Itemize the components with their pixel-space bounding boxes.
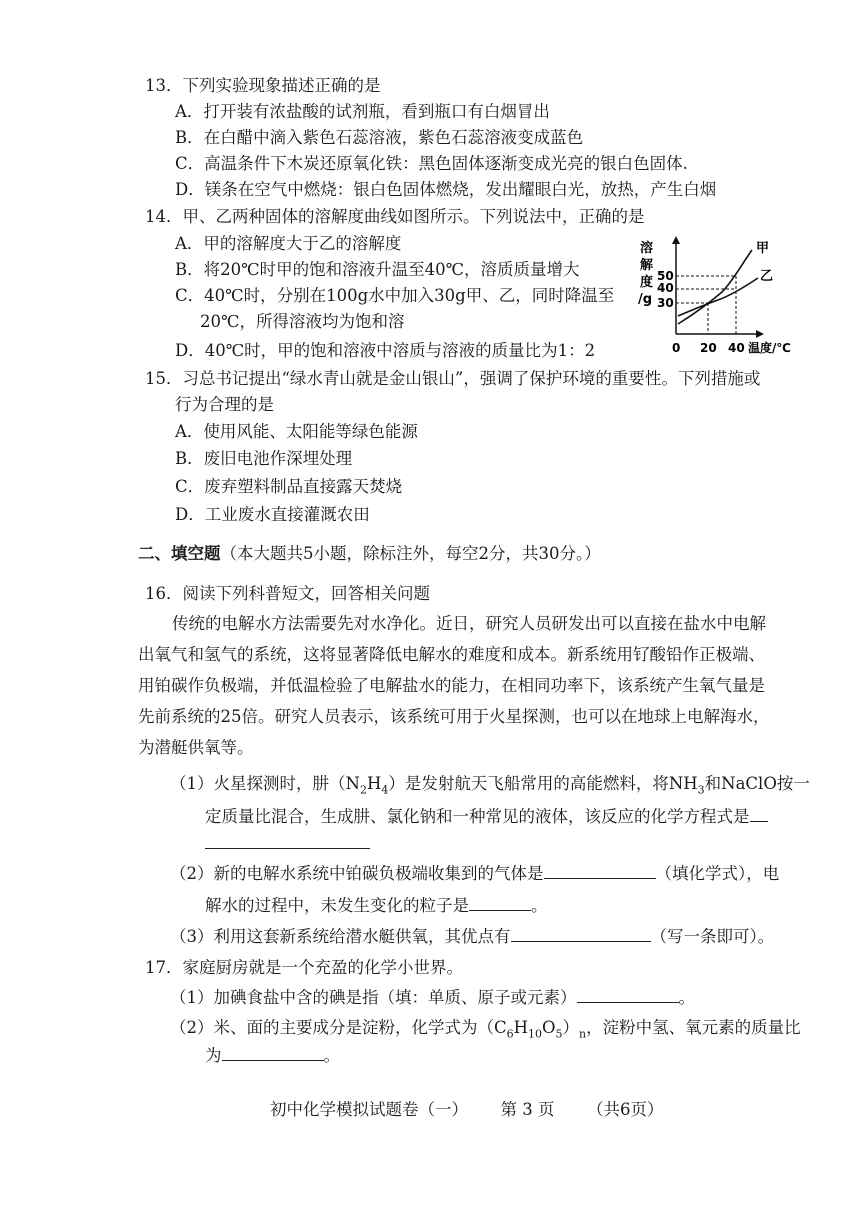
q16-sub1-num: （1） <box>170 774 214 793</box>
page-footer <box>270 1098 664 1122</box>
q16-sub1-text-c: ）是发射航天飞船常用的高能燃料，将NH <box>388 774 698 793</box>
q16-passage-line2: 出氧气和氢气的系统，这将显著降低电解水的难度和成本。新系统用钌酸铅作正极端、 <box>138 645 765 664</box>
q16-sub3-text-a: 利用这套新系统给潜水艇供氧，其优点有 <box>213 927 511 946</box>
sub-n: n <box>579 1027 587 1041</box>
q16-sub1-text-b: H <box>366 774 382 793</box>
q16-passage-line1: 传统的电解水方法需要先对水净化。近日，研究人员研发出可以直接在盐水中电解 <box>172 614 766 633</box>
q16-sub2-line2-b: 。 <box>531 896 548 915</box>
sub-5: 5 <box>555 1027 563 1041</box>
q16-sub3-text-b: （写一条即可）。 <box>650 927 775 946</box>
y-label-char-1: 溶 <box>640 241 654 256</box>
sub-2: 2 <box>359 783 367 797</box>
sub-4: 4 <box>381 783 389 797</box>
section-2-header <box>138 542 601 566</box>
q16-sub3-num: （3） <box>170 927 214 946</box>
q15-stem-line2: 行为合理的是 <box>175 395 274 414</box>
q14-option-d: D．40℃时，甲的饱和溶液中溶质与溶液的质量比为1：2 <box>175 341 596 360</box>
q14-stem: 14．甲、乙两种固体的溶解度曲线如图所示。下列说法中，正确的是 <box>145 207 645 226</box>
q16-sub1-answer-line[interactable] <box>205 848 370 849</box>
q17-sub1-num: （1） <box>170 988 214 1007</box>
y-label-char-2: 解 <box>640 258 654 273</box>
q17-sub1-text-b: 。 <box>678 988 695 1007</box>
q13-option-b: B．在白醋中滴入紫色石蕊溶液，紫色石蕊溶液变成蓝色 <box>175 128 584 147</box>
y-tick-40: 40 <box>657 281 674 295</box>
q17-sub2-h: H <box>513 1018 529 1037</box>
footer-total: （共6页） <box>587 1100 664 1119</box>
q16-sub1-line2 <box>205 805 768 829</box>
q16-sub1-line1 <box>170 772 810 802</box>
x-tick-40: 40 <box>728 341 745 355</box>
q17-sub2-blank[interactable] <box>222 1044 324 1061</box>
q16-sub1-text-d: 和NaClO按一 <box>704 774 810 793</box>
q15-stem-line1: 15．习总书记提出“绿水青山就是金山银山”，强调了保护环境的重要性。下列措施或 <box>145 369 761 388</box>
q16-sub1-line2-text: 定质量比混合，生成肼、氯化钠和一种常见的液体，该反应的化学方程式是 <box>205 807 750 826</box>
y-tick-30: 30 <box>657 296 674 310</box>
q16-sub2-blank-particle[interactable] <box>469 894 531 911</box>
q16-sub1-text-a: 火星探测时，肼（N <box>213 774 360 793</box>
footer-page: 第 3 页 <box>500 1100 555 1119</box>
section-2-note: （本大题共5小题，除标注外，每空2分，共30分。） <box>220 544 601 563</box>
q17-sub1-line <box>170 986 695 1010</box>
q13-option-c: C．高温条件下木炭还原氧化铁：黑色固体逐渐变成光亮的银白色固体. <box>175 154 688 173</box>
q17-sub2-line2 <box>205 1044 340 1068</box>
section-2-title: 二、填空题 <box>138 544 221 563</box>
q17-sub1-blank[interactable] <box>577 986 679 1003</box>
q16-sub2-line1 <box>170 862 779 886</box>
q16-sub3-line <box>170 925 774 949</box>
curve-jia <box>678 250 752 324</box>
y-label-char-4: /g <box>638 292 653 307</box>
sub-10: 10 <box>528 1027 543 1041</box>
sub-6: 6 <box>506 1027 514 1041</box>
q15-option-d: D．工业废水直接灌溉农田 <box>175 505 370 524</box>
q17-sub2-text-c: ，淀粉中氢、氧元素的质量比 <box>586 1018 801 1037</box>
q13-option-d: D．镁条在空气中燃烧：银白色固体燃烧，发出耀眼白光，放热，产生白烟 <box>175 180 717 199</box>
solubility-curve-figure <box>632 232 812 362</box>
y-label-char-3: 度 <box>640 275 654 290</box>
q17-sub2-line1 <box>170 1016 801 1046</box>
q16-sub2-blank-gas[interactable] <box>544 862 656 879</box>
q13-option-a: A．打开装有浓盐酸的试剂瓶，看到瓶口有白烟冒出 <box>175 102 550 121</box>
curve-label-yi: 乙 <box>760 269 774 284</box>
sub-3: 3 <box>697 783 705 797</box>
q16-sub1-blank-a[interactable] <box>750 805 768 822</box>
q16-sub2-num: （2） <box>170 864 214 883</box>
footer-title: 初中化学模拟试题卷（一） <box>270 1100 468 1119</box>
q14-option-c: C．40℃时，分别在100g水中加入30g甲、乙，同时降温至 <box>175 286 615 305</box>
q17-sub2-num: （2） <box>170 1018 214 1037</box>
q13-stem: 13．下列实验现象描述正确的是 <box>145 76 381 95</box>
x-axis-arrow <box>756 330 764 338</box>
q14-option-a: A．甲的溶解度大于乙的溶解度 <box>175 234 402 253</box>
q15-option-b: B．废旧电池作深埋处理 <box>175 449 353 468</box>
q17-sub2-o: O <box>542 1018 556 1037</box>
q15-option-c: C．废弃塑料制品直接露天焚烧 <box>175 477 403 496</box>
x-tick-20: 20 <box>700 341 717 355</box>
q17-sub2-line2-a: 为 <box>205 1046 222 1065</box>
curve-label-jia: 甲 <box>756 241 770 256</box>
q16-sub2-line2-a: 解水的过程中，未发生变化的粒子是 <box>205 896 469 915</box>
q16-sub3-blank[interactable] <box>511 925 651 942</box>
q16-sub2-line2 <box>205 894 548 918</box>
q14-option-c-cont: 20℃，所得溶液均为饱和溶 <box>200 312 405 331</box>
y-axis-arrow <box>672 236 680 244</box>
q17-sub2-text-a: 米、面的主要成分是淀粉，化学式为（C <box>213 1018 507 1037</box>
q15-option-a: A．使用风能、太阳能等绿色能源 <box>175 422 418 441</box>
curve-yi <box>678 278 758 316</box>
q17-sub2-text-b: ） <box>562 1018 580 1037</box>
y-tick-50: 50 <box>657 269 674 283</box>
q16-stem: 16．阅读下列科普短文，回答相关问题 <box>145 584 430 603</box>
q14-option-b: B．将20℃时甲的饱和溶液升温至40℃，溶质质量增大 <box>175 260 580 279</box>
x-tick-0: 0 <box>672 341 681 355</box>
q17-sub1-text-a: 加碘食盐中含的碘是指（填：单质、原子或元素） <box>213 988 577 1007</box>
q16-passage-line5: 为潜艇供氧等。 <box>138 738 254 757</box>
q16-passage-line3: 用铂碳作负极端，并低温检验了电解盐水的能力，在相同功率下，该系统产生氧气量是 <box>138 676 765 695</box>
q16-sub2-text-a: 新的电解水系统中铂碳负极端收集到的气体是 <box>213 864 544 883</box>
q17-stem: 17．家庭厨房就是一个充盈的化学小世界。 <box>145 958 463 977</box>
q16-sub2-text-b: （填化学式），电 <box>655 864 780 883</box>
q16-passage-line4: 先前系统的25倍。研究人员表示，该系统可用于火星探测，也可以在地球上电解海水， <box>138 707 770 726</box>
x-axis-label: 温度/℃ <box>748 341 791 355</box>
q17-sub2-line2-b: 。 <box>323 1046 340 1065</box>
